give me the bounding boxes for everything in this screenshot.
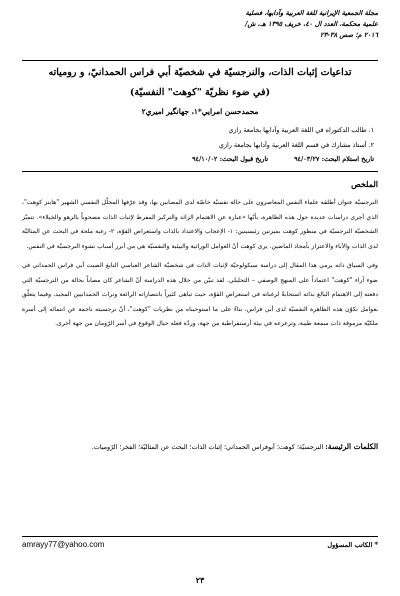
- abstract-paragraph-1: النرجسيّة عنوان أطلقه علماء النفس المعاصرون على حالة نفسيّة خاصّة لدى المصابين بها، وقد عرّفها المحلّل النفسي الشهير "هاينز كوهت"، الذي أجرى دراسات عديدة حول هذه الظاهرة، بأنّها «عبارة عن الاهتمام الزائد والتركيز المفرط لإثبات الذات مصحوباً بالزهو والخيلاء». تتميّز الشخصيّة النرجسيّة في منظور كوهت بميزتين رئيسيتين: ١- الإعجاب والاعتداد بالذات واستعراض القوّة، ٢- رغبة ملحة في البحث عن المثاليّة لدى الذات والآباء والاعتزاز بأمجاد الماضين. يرى كوهت أنّ العوامل الوراثية والبيئية والنفسيّة هي من أبرز أسباب نشوء النرجسيّة في النفس.: [22, 199, 379, 250]
- title-line-1: تداعيات إثبات الذات، والنرجسيّة في شخصيّة أبي فراس الحمدانيّ، و رومياته: [48, 67, 352, 78]
- submission-dates: [74, 152, 374, 167]
- journal-header: [78, 8, 378, 41]
- author-names: محمدحسن امرايي*١، جهانگير اميري٢: [141, 107, 259, 116]
- author-email: amrayy77@yahoo.com: [22, 540, 105, 549]
- keywords-text: النرجسيّة؛ كوهت؛ أبوفراس الحمداني؛ إثبات الذات؛ البحث عن المثاليّة؛ الفخر؛ الرّوميات.: [91, 443, 324, 451]
- asterisk-icon: *: [374, 540, 378, 549]
- section-divider: [22, 171, 378, 172]
- paper-title: [24, 63, 376, 103]
- accepted-date: تاريخ قبول البحث: ٩٤/١٠/٠٢: [192, 155, 269, 163]
- page-number: ٢٣: [195, 575, 205, 585]
- footnote: [22, 540, 378, 549]
- keywords-label: الكلمات الرئيسة:: [325, 442, 378, 451]
- corresponding-author: [327, 540, 378, 549]
- header-divider: [22, 60, 378, 61]
- affiliation-2: ٢. أستاذ مشارك في قسم اللغة العربية وآدابها بجامعة رازي: [218, 140, 374, 149]
- title-line-2: (في ضوء نظريّة "كوهت" النفسيّة): [129, 87, 271, 98]
- footnote-divider: [22, 536, 378, 537]
- journal-line-2: علمية محكمة، العدد ال ٤٠، خريف ١٣٩٥ هـ. ش/: [245, 20, 378, 28]
- journal-line-1: مجلة الجمعية الإيرانية للغة العربية وآدابها، فصلية: [245, 9, 378, 17]
- received-date: تاريخ استلام البحث: ٩٤/٠٣/٢٧: [294, 155, 374, 163]
- keywords: [22, 440, 378, 454]
- journal-line-3: ٢٠١٦ م؛ صص ٣٨-٢٣: [320, 31, 378, 39]
- abstract-paragraph-2: وفي السياق ذاته يرمي هذا المقال إلى دراسة سيكولوجيّة لإثبات الذات في شخصيّة الشاعر العباسي النابغ الصيت أبي فراس الحمداني في ضوء آراء "كوهت" اعتماداً على المنهج الوصفي – التحليلي. لقد تبيّن من خلال هذه الدراسة أنّ الشاعر كان مصاباً بحالة من النرجسيّة التي دفعته إلى الاهتمام البالغ بذاته استجابةً لرغباته في استعراض القوّة، حيث تباهى كثيراً بانتصاراته الرائعة وتراث الحمدانيين المجيد. وفيما يتعلّق بعوامل تكوّن هذه الظاهرة النفسيّة لدى أبي فراس، بناءً على ما استوحيناه من نظريات "كوهت"، أنّ نرجسيته ناجمة عن انتمائه إلى أسرة ملكيّة مرموقة ذات سمعة طيبة، وترعرعه في بيئة أرستقراطية من جهة، وردّة فعله حيال الوقوع في أسر الرّومان من جهة أخرى.: [22, 262, 378, 327]
- affiliation-1: ١. طالب الدكتوراه في اللغة العربية وآدابها بجامعة رازي: [228, 126, 374, 134]
- abstract-body: [22, 196, 378, 337]
- abstract-heading: الملخص: [351, 179, 378, 189]
- corresponding-label: الكاتب المسؤول: [327, 541, 373, 549]
- author-affiliations: [74, 123, 374, 167]
